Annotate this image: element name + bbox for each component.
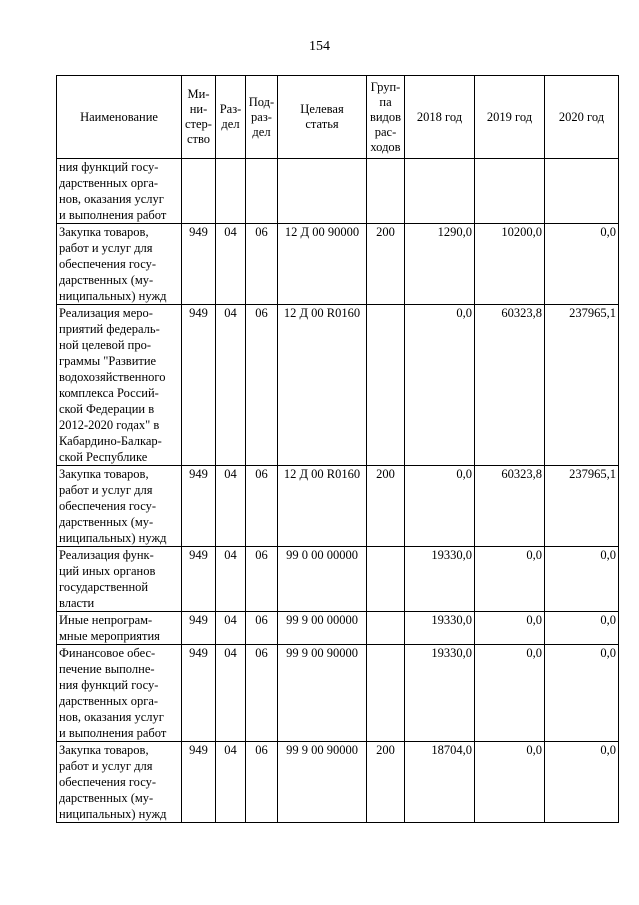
cell-expense-group (367, 305, 405, 466)
cell-name: Реализация функ- ций иных органов государственной власти (57, 547, 182, 612)
cell-target: 99 0 00 00000 (278, 547, 367, 612)
cell-expense-group (367, 547, 405, 612)
table-row (57, 645, 619, 742)
header-expense-group: Груп- па видов рас- ходов (367, 76, 405, 159)
table-row (57, 466, 619, 547)
cell-subsection: 06 (246, 305, 278, 466)
budget-table (56, 75, 619, 823)
cell-2018: 1290,0 (405, 224, 475, 305)
header-subsection: Под- раз- дел (246, 76, 278, 159)
cell-subsection: 06 (246, 742, 278, 823)
cell-subsection (246, 159, 278, 224)
table-row (57, 742, 619, 823)
cell-section: 04 (216, 224, 246, 305)
cell-2019: 0,0 (475, 645, 545, 742)
cell-name: Закупка товаров, работ и услуг для обеспечения госу- дарственных (му- ниципальных) нужд (57, 224, 182, 305)
cell-target: 99 9 00 00000 (278, 612, 367, 645)
cell-expense-group: 200 (367, 466, 405, 547)
table-header-row (57, 76, 619, 159)
table-row (57, 305, 619, 466)
cell-section: 04 (216, 612, 246, 645)
cell-ministry: 949 (182, 612, 216, 645)
cell-2019: 60323,8 (475, 305, 545, 466)
table-row (57, 547, 619, 612)
cell-subsection: 06 (246, 224, 278, 305)
table-row (57, 612, 619, 645)
cell-subsection: 06 (246, 645, 278, 742)
cell-2020 (545, 159, 619, 224)
cell-name: Закупка товаров, работ и услуг для обеспечения госу- дарственных (му- ниципальных) нужд (57, 742, 182, 823)
cell-target: 12 Д 00 R0160 (278, 305, 367, 466)
cell-2020: 0,0 (545, 612, 619, 645)
cell-section: 04 (216, 547, 246, 612)
cell-ministry: 949 (182, 224, 216, 305)
cell-ministry: 949 (182, 645, 216, 742)
cell-name: Финансовое обес- печение выполне- ния функций госу- дарственных орга- нов, оказания услуг и выполнения работ (57, 645, 182, 742)
cell-2018: 18704,0 (405, 742, 475, 823)
cell-target: 12 Д 00 90000 (278, 224, 367, 305)
cell-section: 04 (216, 305, 246, 466)
cell-2020: 0,0 (545, 224, 619, 305)
cell-ministry: 949 (182, 742, 216, 823)
cell-2019: 60323,8 (475, 466, 545, 547)
cell-subsection: 06 (246, 547, 278, 612)
cell-target: 99 9 00 90000 (278, 645, 367, 742)
cell-2019: 0,0 (475, 742, 545, 823)
cell-expense-group (367, 612, 405, 645)
cell-subsection: 06 (246, 612, 278, 645)
cell-2020: 0,0 (545, 742, 619, 823)
cell-target (278, 159, 367, 224)
cell-expense-group (367, 159, 405, 224)
cell-target: 12 Д 00 R0160 (278, 466, 367, 547)
table-row (57, 224, 619, 305)
cell-expense-group (367, 645, 405, 742)
cell-section (216, 159, 246, 224)
cell-2018: 19330,0 (405, 645, 475, 742)
cell-section: 04 (216, 466, 246, 547)
cell-2018: 19330,0 (405, 612, 475, 645)
cell-ministry: 949 (182, 547, 216, 612)
cell-2018: 0,0 (405, 305, 475, 466)
cell-name: Закупка товаров, работ и услуг для обеспечения госу- дарственных (му- ниципальных) нужд (57, 466, 182, 547)
cell-section: 04 (216, 645, 246, 742)
cell-ministry: 949 (182, 305, 216, 466)
cell-2019: 0,0 (475, 547, 545, 612)
header-2020: 2020 год (545, 76, 619, 159)
cell-2020: 237965,1 (545, 466, 619, 547)
cell-section: 04 (216, 742, 246, 823)
cell-2020: 0,0 (545, 645, 619, 742)
cell-name: ния функций госу- дарственных орга- нов, оказания услуг и выполнения работ (57, 159, 182, 224)
header-name: Наименование (57, 76, 182, 159)
cell-name: Реализация меро- приятий федераль- ной целевой про- граммы "Развитие водохозяйственного комплекса Россий- ской Федерации в 2012-2020 годах" в Кабардино-Балкар- ской Республике (57, 305, 182, 466)
cell-2019 (475, 159, 545, 224)
cell-target: 99 9 00 90000 (278, 742, 367, 823)
cell-2019: 10200,0 (475, 224, 545, 305)
header-section: Раз- дел (216, 76, 246, 159)
cell-2018: 0,0 (405, 466, 475, 547)
cell-ministry (182, 159, 216, 224)
cell-2018 (405, 159, 475, 224)
cell-2018: 19330,0 (405, 547, 475, 612)
cell-name: Иные непрограм- мные мероприятия (57, 612, 182, 645)
header-2019: 2019 год (475, 76, 545, 159)
page-number: 154 (309, 39, 330, 54)
header-ministry: Ми- ни- стер- ство (182, 76, 216, 159)
cell-expense-group: 200 (367, 742, 405, 823)
cell-2020: 0,0 (545, 547, 619, 612)
table-row (57, 159, 619, 224)
header-target: Целевая статья (278, 76, 367, 159)
cell-ministry: 949 (182, 466, 216, 547)
cell-2020: 237965,1 (545, 305, 619, 466)
cell-subsection: 06 (246, 466, 278, 547)
cell-expense-group: 200 (367, 224, 405, 305)
header-2018: 2018 год (405, 76, 475, 159)
cell-2019: 0,0 (475, 612, 545, 645)
